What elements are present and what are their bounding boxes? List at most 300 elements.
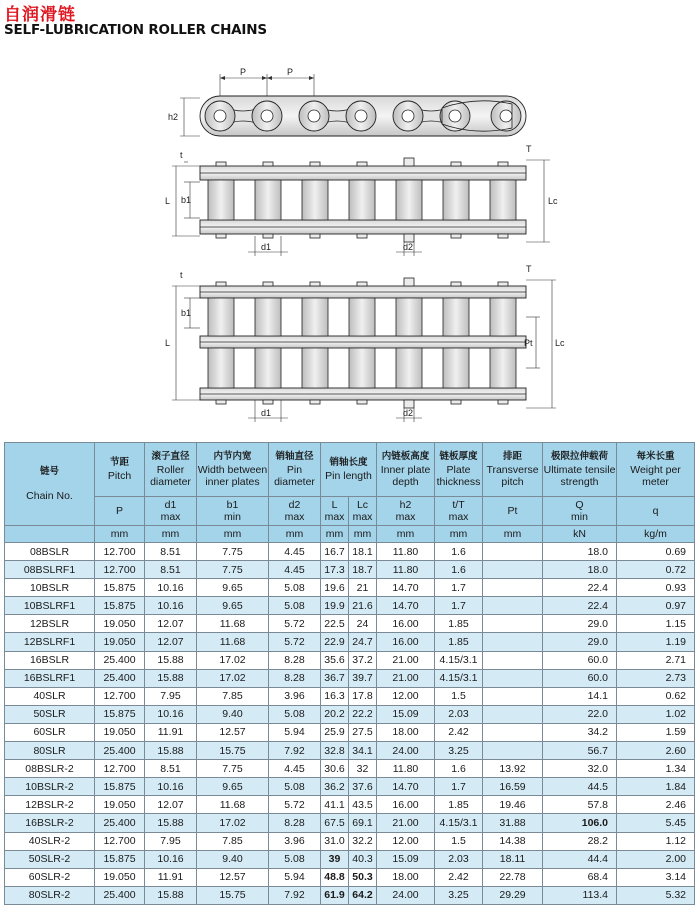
table-cell: 0.97 (617, 597, 695, 615)
label-d2-double: d2 (403, 408, 414, 418)
table-cell: 28.2 (543, 832, 617, 850)
table-cell: 1.85 (435, 633, 483, 651)
table-cell: 11.80 (377, 543, 435, 561)
chain-number-cell: 50SLR-2 (5, 850, 95, 868)
table-cell: 12.57 (197, 868, 269, 886)
table-cell: 12.07 (145, 796, 197, 814)
table-cell: 19.46 (483, 796, 543, 814)
table-cell: 2.46 (617, 796, 695, 814)
unit-cell: mm (269, 526, 321, 543)
label-d2-single: d2 (403, 242, 414, 252)
table-cell: 1.7 (435, 579, 483, 597)
table-cell: 22.5 (321, 615, 349, 633)
table-cell: 7.75 (197, 543, 269, 561)
table-cell: 15.09 (377, 705, 435, 723)
table-cell: 12.00 (377, 832, 435, 850)
header-sym-Lc: Lc max (349, 497, 377, 526)
table-cell: 16.00 (377, 796, 435, 814)
table-cell: 15.75 (197, 886, 269, 904)
label-d1-single: d1 (261, 242, 272, 252)
table-cell: 5.94 (269, 868, 321, 886)
table-cell: 17.8 (349, 687, 377, 705)
specification-table (4, 442, 695, 905)
chain-number-cell: 60SLR-2 (5, 868, 95, 886)
table-cell: 2.03 (435, 705, 483, 723)
table-cell: 19.050 (95, 723, 145, 741)
table-cell: 7.92 (269, 742, 321, 760)
table-cell: 41.1 (321, 796, 349, 814)
table-cell: 14.70 (377, 579, 435, 597)
header-chain-no: 链号 Chain No. (5, 443, 95, 526)
header-transverse-pitch: 排距 Transverse pitch (483, 443, 543, 497)
table-cell: 1.02 (617, 705, 695, 723)
table-cell: 31.88 (483, 814, 543, 832)
chain-number-cell: 10BSLR-2 (5, 778, 95, 796)
table-row (5, 705, 695, 723)
table-cell: 8.28 (269, 651, 321, 669)
table-cell: 17.3 (321, 561, 349, 579)
table-cell: 11.80 (377, 760, 435, 778)
chain-number-cell: 10BSLR (5, 579, 95, 597)
table-cell: 22.0 (543, 705, 617, 723)
label-pitch-2: P (287, 67, 294, 77)
table-cell: 25.400 (95, 886, 145, 904)
chain-number-cell: 08BSLRF1 (5, 561, 95, 579)
table-cell: 19.6 (321, 579, 349, 597)
duplex-top-view (165, 264, 565, 422)
table-cell: 5.08 (269, 850, 321, 868)
table-cell: 15.875 (95, 850, 145, 868)
table-cell: 8.51 (145, 561, 197, 579)
table-cell: 3.25 (435, 886, 483, 904)
table-cell: 12.07 (145, 615, 197, 633)
table-cell: 3.96 (269, 832, 321, 850)
table-cell: 48.8 (321, 868, 349, 886)
table-cell: 15.09 (377, 850, 435, 868)
table-cell: 25.400 (95, 669, 145, 687)
header-sym-q: Q min (543, 497, 617, 526)
table-cell: 12.00 (377, 687, 435, 705)
table-cell: 50.3 (349, 868, 377, 886)
table-cell: 0.69 (617, 543, 695, 561)
header-sym-h2: h2 max (377, 497, 435, 526)
chain-number-cell: 08BSLR-2 (5, 760, 95, 778)
table-cell: 14.1 (543, 687, 617, 705)
table-cell (483, 597, 543, 615)
table-cell: 29.0 (543, 633, 617, 651)
header-sym-L: L max (321, 497, 349, 526)
table-cell: 3.25 (435, 742, 483, 760)
table-cell: 18.00 (377, 868, 435, 886)
table-cell: 39.7 (349, 669, 377, 687)
table-row (5, 687, 695, 705)
table-cell: 17.02 (197, 814, 269, 832)
chain-number-cell: 16BSLR (5, 651, 95, 669)
unit-cell: mm (197, 526, 269, 543)
header-plate-thickness: 链板厚度 Plate thickness (435, 443, 483, 497)
table-cell: 8.28 (269, 814, 321, 832)
table-row (5, 633, 695, 651)
table-cell: 2.60 (617, 742, 695, 760)
table-cell: 7.95 (145, 687, 197, 705)
chain-number-cell: 12BSLR (5, 615, 95, 633)
table-cell: 68.4 (543, 868, 617, 886)
table-cell: 56.7 (543, 742, 617, 760)
table-cell: 12.07 (145, 633, 197, 651)
table-cell: 7.85 (197, 687, 269, 705)
table-cell: 11.91 (145, 723, 197, 741)
table-cell: 11.68 (197, 796, 269, 814)
table-cell: 18.0 (543, 543, 617, 561)
table-cell: 1.7 (435, 597, 483, 615)
table-cell: 5.94 (269, 723, 321, 741)
table-cell: 9.40 (197, 850, 269, 868)
table-cell (483, 543, 543, 561)
table-cell (483, 723, 543, 741)
table-cell: 18.0 (543, 561, 617, 579)
header-pitch: 节距 Pitch (95, 443, 145, 497)
unit-cell: mm (349, 526, 377, 543)
table-cell: 5.72 (269, 796, 321, 814)
table-cell: 1.85 (435, 615, 483, 633)
table-cell: 15.75 (197, 742, 269, 760)
table-cell (483, 579, 543, 597)
header-sym-d2: d2 max (269, 497, 321, 526)
unit-cell: mm (483, 526, 543, 543)
chain-number-cell: 12BSLR-2 (5, 796, 95, 814)
table-cell: 7.85 (197, 832, 269, 850)
table-row (5, 723, 695, 741)
simplex-top-view (165, 144, 558, 256)
table-cell (483, 561, 543, 579)
table-cell (483, 651, 543, 669)
table-cell: 12.700 (95, 561, 145, 579)
table-cell: 24 (349, 615, 377, 633)
table-cell (483, 615, 543, 633)
label-pitch-1: P (240, 67, 247, 77)
table-cell: 25.400 (95, 814, 145, 832)
table-cell: 5.72 (269, 633, 321, 651)
header-roller: 滚子直径 Roller diameter (145, 443, 197, 497)
label-T-mid: T (526, 264, 532, 274)
table-cell: 1.19 (617, 633, 695, 651)
table-cell: 12.57 (197, 723, 269, 741)
table-cell: 43.5 (349, 796, 377, 814)
chain-number-cell: 60SLR (5, 723, 95, 741)
table-cell: 12.700 (95, 760, 145, 778)
table-cell: 15.88 (145, 742, 197, 760)
table-cell: 44.5 (543, 778, 617, 796)
header-pin-diameter: 销轴直径 Pin diameter (269, 443, 321, 497)
table-cell: 0.72 (617, 561, 695, 579)
header-sym-pt: Pt (483, 497, 543, 526)
table-cell: 22.4 (543, 597, 617, 615)
table-row (5, 543, 695, 561)
table-cell: 10.16 (145, 597, 197, 615)
table-cell: 15.88 (145, 669, 197, 687)
table-row (5, 615, 695, 633)
table-cell: 44.4 (543, 850, 617, 868)
table-cell: 12.700 (95, 832, 145, 850)
table-row (5, 651, 695, 669)
table-cell: 10.16 (145, 705, 197, 723)
table-cell: 24.00 (377, 886, 435, 904)
table-cell: 39 (321, 850, 349, 868)
table-cell: 32.0 (543, 760, 617, 778)
table-cell: 15.875 (95, 778, 145, 796)
table-cell: 14.70 (377, 597, 435, 615)
table-cell: 18.1 (349, 543, 377, 561)
table-cell: 19.050 (95, 868, 145, 886)
table-cell: 14.70 (377, 778, 435, 796)
table-cell: 22.4 (543, 579, 617, 597)
table-cell: 24.7 (349, 633, 377, 651)
table-cell: 25.9 (321, 723, 349, 741)
table-cell: 113.4 (543, 886, 617, 904)
table-cell: 11.80 (377, 561, 435, 579)
table-cell: 2.73 (617, 669, 695, 687)
table-cell: 1.34 (617, 760, 695, 778)
table-cell: 18.7 (349, 561, 377, 579)
table-cell: 21.00 (377, 651, 435, 669)
table-cell: 15.88 (145, 814, 197, 832)
table-cell: 30.6 (321, 760, 349, 778)
table-cell: 8.51 (145, 543, 197, 561)
table-cell: 57.8 (543, 796, 617, 814)
table-cell: 5.08 (269, 597, 321, 615)
table-cell: 15.88 (145, 886, 197, 904)
table-cell: 34.2 (543, 723, 617, 741)
table-cell: 29.0 (543, 615, 617, 633)
table-cell: 31.0 (321, 832, 349, 850)
table-cell: 16.3 (321, 687, 349, 705)
chain-number-cell: 10BSLRF1 (5, 597, 95, 615)
table-cell: 7.75 (197, 561, 269, 579)
table-cell: 2.42 (435, 723, 483, 741)
table-cell: 9.65 (197, 579, 269, 597)
chain-technical-drawing (160, 60, 580, 432)
table-cell: 8.51 (145, 760, 197, 778)
table-cell: 16.00 (377, 615, 435, 633)
table-cell (483, 705, 543, 723)
unit-cell: mm (145, 526, 197, 543)
table-cell: 25.400 (95, 651, 145, 669)
header-sym-p: P (95, 497, 145, 526)
table-cell: 5.08 (269, 778, 321, 796)
header-sym-b1: b1 min (197, 497, 269, 526)
table-cell: 16.7 (321, 543, 349, 561)
table-row (5, 669, 695, 687)
table-cell: 67.5 (321, 814, 349, 832)
title-chinese: 自润滑链 (4, 5, 76, 25)
table-row (5, 742, 695, 760)
table-cell: 19.050 (95, 796, 145, 814)
chain-number-cell: 16BSLR-2 (5, 814, 95, 832)
table-cell: 25.400 (95, 742, 145, 760)
table-cell: 2.00 (617, 850, 695, 868)
header-plate-depth: 内链板高度 Inner plate depth (377, 443, 435, 497)
table-cell: 60.0 (543, 669, 617, 687)
table-cell: 1.5 (435, 687, 483, 705)
table-cell: 13.92 (483, 760, 543, 778)
table-cell: 34.1 (349, 742, 377, 760)
table-cell: 5.08 (269, 579, 321, 597)
chain-number-cell: 50SLR (5, 705, 95, 723)
table-cell: 4.15/3.1 (435, 669, 483, 687)
table-cell: 5.32 (617, 886, 695, 904)
table-cell (483, 742, 543, 760)
table-cell: 64.2 (349, 886, 377, 904)
table-cell: 19.050 (95, 633, 145, 651)
table-cell: 9.65 (197, 778, 269, 796)
header-sym-d1: d1 max (145, 497, 197, 526)
table-cell: 2.42 (435, 868, 483, 886)
unit-cell: kN (543, 526, 617, 543)
header-width: 内节内宽 Width between inner plates (197, 443, 269, 497)
table-cell: 3.96 (269, 687, 321, 705)
table-cell: 24.00 (377, 742, 435, 760)
table-cell: 1.6 (435, 760, 483, 778)
table-row (5, 850, 695, 868)
table-cell: 5.72 (269, 615, 321, 633)
table-cell: 9.40 (197, 705, 269, 723)
table-cell: 10.16 (145, 850, 197, 868)
table-cell: 11.68 (197, 633, 269, 651)
table-cell: 35.6 (321, 651, 349, 669)
chain-number-cell: 12BSLRF1 (5, 633, 95, 651)
specification-table-body (5, 543, 695, 905)
title-english: SELF-LUBRICATION ROLLER CHAINS (4, 22, 267, 38)
table-cell: 1.59 (617, 723, 695, 741)
table-cell: 21 (349, 579, 377, 597)
label-L-double: L (165, 338, 171, 348)
chain-number-cell: 08BSLR (5, 543, 95, 561)
header-weight: 每米长重 Weight per meter (617, 443, 695, 497)
unit-cell: mm (435, 526, 483, 543)
table-cell: 2.71 (617, 651, 695, 669)
table-cell: 4.45 (269, 561, 321, 579)
table-cell: 21.00 (377, 814, 435, 832)
table-row (5, 886, 695, 904)
table-cell: 27.5 (349, 723, 377, 741)
table-cell: 8.28 (269, 669, 321, 687)
unit-cell: mm (321, 526, 349, 543)
table-cell: 12.700 (95, 543, 145, 561)
table-row (5, 814, 695, 832)
table-cell: 5.08 (269, 705, 321, 723)
table-cell: 11.68 (197, 615, 269, 633)
table-cell: 1.15 (617, 615, 695, 633)
table-cell: 1.84 (617, 778, 695, 796)
label-L-single: L (165, 196, 171, 206)
header-tensile-strength: 极限拉伸载荷 Ultimate tensile strength (543, 443, 617, 497)
table-cell: 7.95 (145, 832, 197, 850)
chain-number-cell: 80SLR (5, 742, 95, 760)
table-cell (483, 687, 543, 705)
table-cell: 15.875 (95, 597, 145, 615)
table-cell: 36.7 (321, 669, 349, 687)
table-cell: 5.45 (617, 814, 695, 832)
table-cell: 22.9 (321, 633, 349, 651)
label-h2: h2 (168, 112, 179, 122)
table-cell: 32 (349, 760, 377, 778)
table-cell: 4.15/3.1 (435, 814, 483, 832)
side-view (168, 67, 526, 136)
table-cell: 15.88 (145, 651, 197, 669)
table-cell: 1.7 (435, 778, 483, 796)
table-row (5, 579, 695, 597)
table-cell: 21.6 (349, 597, 377, 615)
label-b1-double: b1 (181, 308, 192, 318)
table-cell: 19.9 (321, 597, 349, 615)
table-cell: 17.02 (197, 669, 269, 687)
table-cell: 19.050 (95, 615, 145, 633)
table-cell (483, 669, 543, 687)
table-cell: 37.2 (349, 651, 377, 669)
table-cell: 10.16 (145, 778, 197, 796)
table-cell: 40.3 (349, 850, 377, 868)
table-cell: 4.15/3.1 (435, 651, 483, 669)
table-cell: 0.93 (617, 579, 695, 597)
table-cell: 106.0 (543, 814, 617, 832)
table-cell: 1.6 (435, 561, 483, 579)
label-b1-single: b1 (181, 195, 192, 205)
table-cell: 20.2 (321, 705, 349, 723)
table-cell: 18.11 (483, 850, 543, 868)
table-row (5, 796, 695, 814)
table-cell: 4.45 (269, 760, 321, 778)
table-cell: 7.92 (269, 886, 321, 904)
label-d1-double: d1 (261, 408, 272, 418)
table-row (5, 868, 695, 886)
table-cell: 4.45 (269, 543, 321, 561)
table-cell: 3.14 (617, 868, 695, 886)
label-T-top: T (526, 144, 532, 154)
table-cell: 16.59 (483, 778, 543, 796)
table-cell: 16.00 (377, 633, 435, 651)
label-t-mid: t (180, 270, 183, 280)
table-cell: 60.0 (543, 651, 617, 669)
table-cell: 37.6 (349, 778, 377, 796)
table-cell: 1.12 (617, 832, 695, 850)
chain-number-cell: 40SLR (5, 687, 95, 705)
header-sym-weight: q (617, 497, 695, 526)
unit-cell: mm (95, 526, 145, 543)
table-row (5, 597, 695, 615)
table-cell: 15.875 (95, 579, 145, 597)
table-cell: 7.75 (197, 760, 269, 778)
table-cell: 22.78 (483, 868, 543, 886)
table-cell: 15.875 (95, 705, 145, 723)
table-cell: 1.6 (435, 543, 483, 561)
header-units-blank (5, 526, 95, 543)
label-t-top: t (180, 150, 183, 160)
header-sym-tT: t/T max (435, 497, 483, 526)
table-cell: 1.85 (435, 796, 483, 814)
table-cell: 0.62 (617, 687, 695, 705)
unit-cell: mm (377, 526, 435, 543)
table-row (5, 832, 695, 850)
table-cell: 32.8 (321, 742, 349, 760)
table-cell: 36.2 (321, 778, 349, 796)
chain-number-cell: 80SLR-2 (5, 886, 95, 904)
table-row (5, 561, 695, 579)
table-cell: 69.1 (349, 814, 377, 832)
table-cell: 14.38 (483, 832, 543, 850)
table-cell: 1.5 (435, 832, 483, 850)
table-cell: 9.65 (197, 597, 269, 615)
table-cell: 18.00 (377, 723, 435, 741)
